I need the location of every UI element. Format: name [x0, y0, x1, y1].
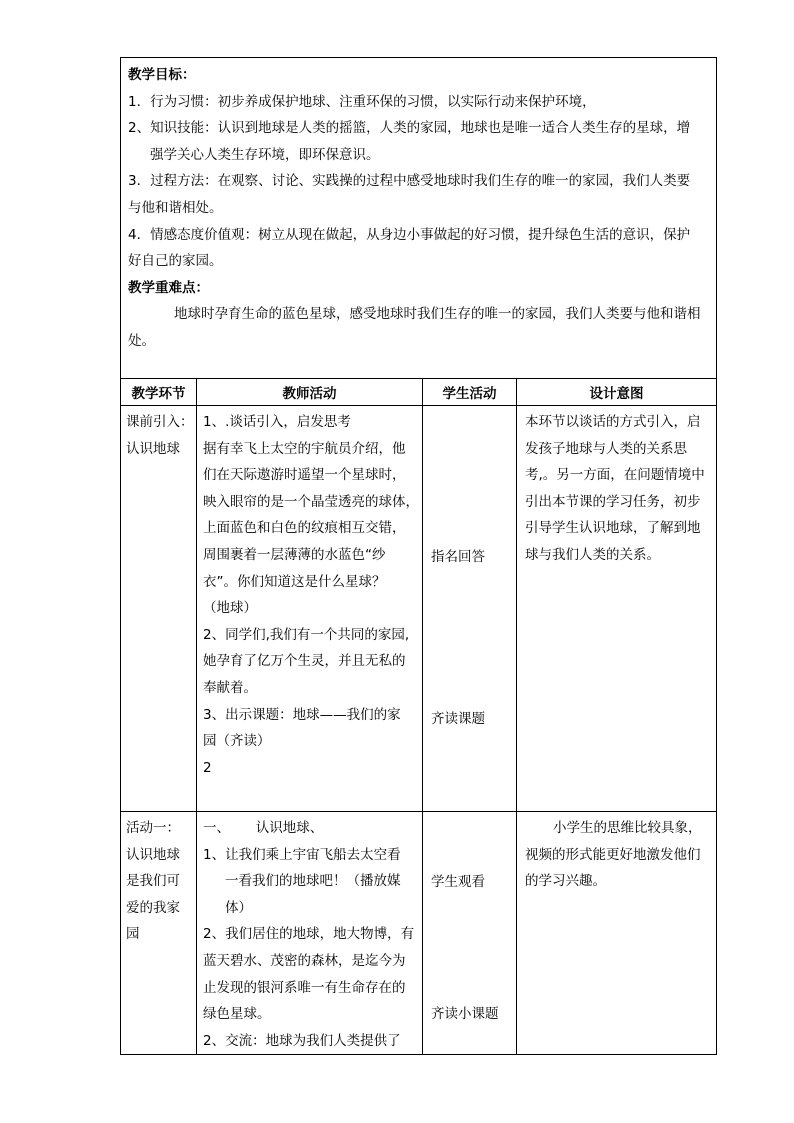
intent-line: 球与我们人类的关系。 — [525, 546, 660, 563]
stage-line: 课前引入： — [126, 414, 194, 430]
table-header-row — [121, 379, 717, 406]
teacher-line: 绿色星球。 — [203, 1006, 271, 1023]
key-points-line-1: 地球时孕育生命的蓝色星球，感受地球时我们生存的唯一的家园，我们人类要与他和谐相 — [174, 306, 701, 323]
stage-cell — [121, 406, 197, 812]
table-row — [121, 406, 717, 812]
intent-line: 的学习兴趣。 — [525, 873, 606, 890]
teacher-line: 1、.谈话引入，启发思考 — [203, 414, 351, 430]
objectives-section — [121, 58, 717, 379]
teacher-line: 3、出示课题：地球——我们的家 — [203, 706, 401, 723]
intent-line: 小学生的思维比较具象， — [553, 820, 702, 836]
intent-line: 本环节以谈话的方式引入，启 — [525, 414, 701, 430]
teacher-line: 2、我们居住的地球，地大物博，有 — [203, 926, 415, 943]
teacher-line: 衣”。你们知道这是什么星球？ — [203, 573, 386, 590]
teacher-line: 奉献着。 — [203, 679, 257, 696]
header-teacher: 教师活动 — [197, 379, 423, 406]
intent-line: 引导学生认识地球，了解到地 — [525, 520, 701, 537]
intent-line: 发孩子地球与人类的关系思 — [525, 440, 687, 457]
objective-4: 4．情感态度价值观：树立从现在做起，从身边小事做起的好习惯，提升绿色生活的意识，保护 — [128, 226, 691, 243]
header-intent: 设计意图 — [517, 379, 717, 406]
student-cell — [423, 812, 517, 1055]
teacher-line: 2 — [203, 759, 212, 776]
teacher-line: 上面蓝色和白色的纹痕相互交错， — [203, 520, 406, 537]
teacher-line: 她孕育了亿万个生灵，并且无私的 — [203, 653, 406, 670]
intent-line: 引出本节课的学习任务，初步 — [525, 493, 701, 510]
teacher-line: 一看我们的地球吧！（播放媒 — [225, 873, 401, 890]
lesson-plan-table — [120, 57, 717, 1055]
objective-2-cont: 强学关心人类生存环境，即环保意识。 — [150, 146, 380, 163]
teacher-line: 据有幸飞上太空的宇航员介绍，他 — [203, 440, 406, 457]
intent-cell — [517, 406, 717, 812]
stage-line: 爱的我家 — [126, 899, 180, 916]
stage-cell — [121, 812, 197, 1055]
stage-line: 活动一： — [126, 820, 180, 836]
key-points-heading: 教学重难点： — [128, 279, 209, 296]
teacher-line: 们在天际遨游时遥望一个星球时， — [203, 467, 406, 484]
teacher-line: （地球） — [203, 600, 257, 617]
objective-2: 2、知识技能：认识到地球是人类的摇篮，人类的家园，地球也是唯一适合人类生存的星球，增 — [128, 120, 691, 137]
teacher-line: 映入眼帘的是一个晶莹透亮的球体， — [203, 493, 419, 510]
stage-line: 园 — [126, 926, 140, 943]
student-line: 指名回答 — [431, 549, 485, 565]
stage-line: 是我们可 — [126, 873, 180, 890]
teacher-line: 2、交流：地球为我们人类提供了 — [203, 1032, 401, 1049]
teacher-cell — [197, 812, 423, 1055]
teacher-line: 蓝天碧水、茂密的森林，是迄今为 — [203, 952, 406, 969]
objective-3: 3．过程方法：在观察、讨论、实践操的过程中感受地球时我们生存的唯一的家园，我们人类要 — [128, 173, 691, 190]
key-points-line-2: 处。 — [128, 332, 155, 349]
teacher-line: 园（齐读） — [203, 733, 271, 750]
teacher-line: 1、让我们乘上宇宙飞船去太空看 — [203, 846, 401, 863]
teacher-cell — [197, 406, 423, 812]
intent-line: 视频的形式能更好地激发他们 — [525, 846, 701, 863]
objective-1: 1．行为习惯：初步养成保护地球、注重环保的习惯，以实际行动来保护环境， — [128, 93, 596, 110]
objective-4-cont: 好自己的家园。 — [128, 253, 223, 270]
lesson-plan-page — [120, 57, 716, 1047]
teacher-line: 一、 认识地球、 — [203, 820, 324, 836]
student-line: 齐读课题 — [431, 711, 485, 727]
teacher-line: 止发现的银河系唯一有生命存在的 — [203, 979, 406, 996]
student-cell — [423, 406, 517, 812]
teacher-line: 2、同学们,我们有一个共同的家园, — [203, 626, 410, 643]
header-student: 学生活动 — [423, 379, 517, 406]
intent-line: 考,。另一方面，在问题情境中 — [525, 467, 705, 484]
intent-cell — [517, 812, 717, 1055]
stage-line: 认识地球 — [126, 440, 180, 457]
objective-3-cont: 与他和谐相处。 — [128, 199, 223, 216]
stage-line: 认识地球 — [126, 846, 180, 863]
student-line: 齐读小课题 — [431, 1006, 499, 1022]
teacher-line: 体） — [225, 899, 252, 916]
table-row — [121, 812, 717, 1055]
header-stage: 教学环节 — [121, 379, 197, 406]
teacher-line: 周围裹着一层薄薄的水蓝色“纱 — [203, 546, 386, 563]
objectives-heading: 教学目标： — [128, 67, 196, 83]
student-line: 学生观看 — [431, 874, 485, 890]
